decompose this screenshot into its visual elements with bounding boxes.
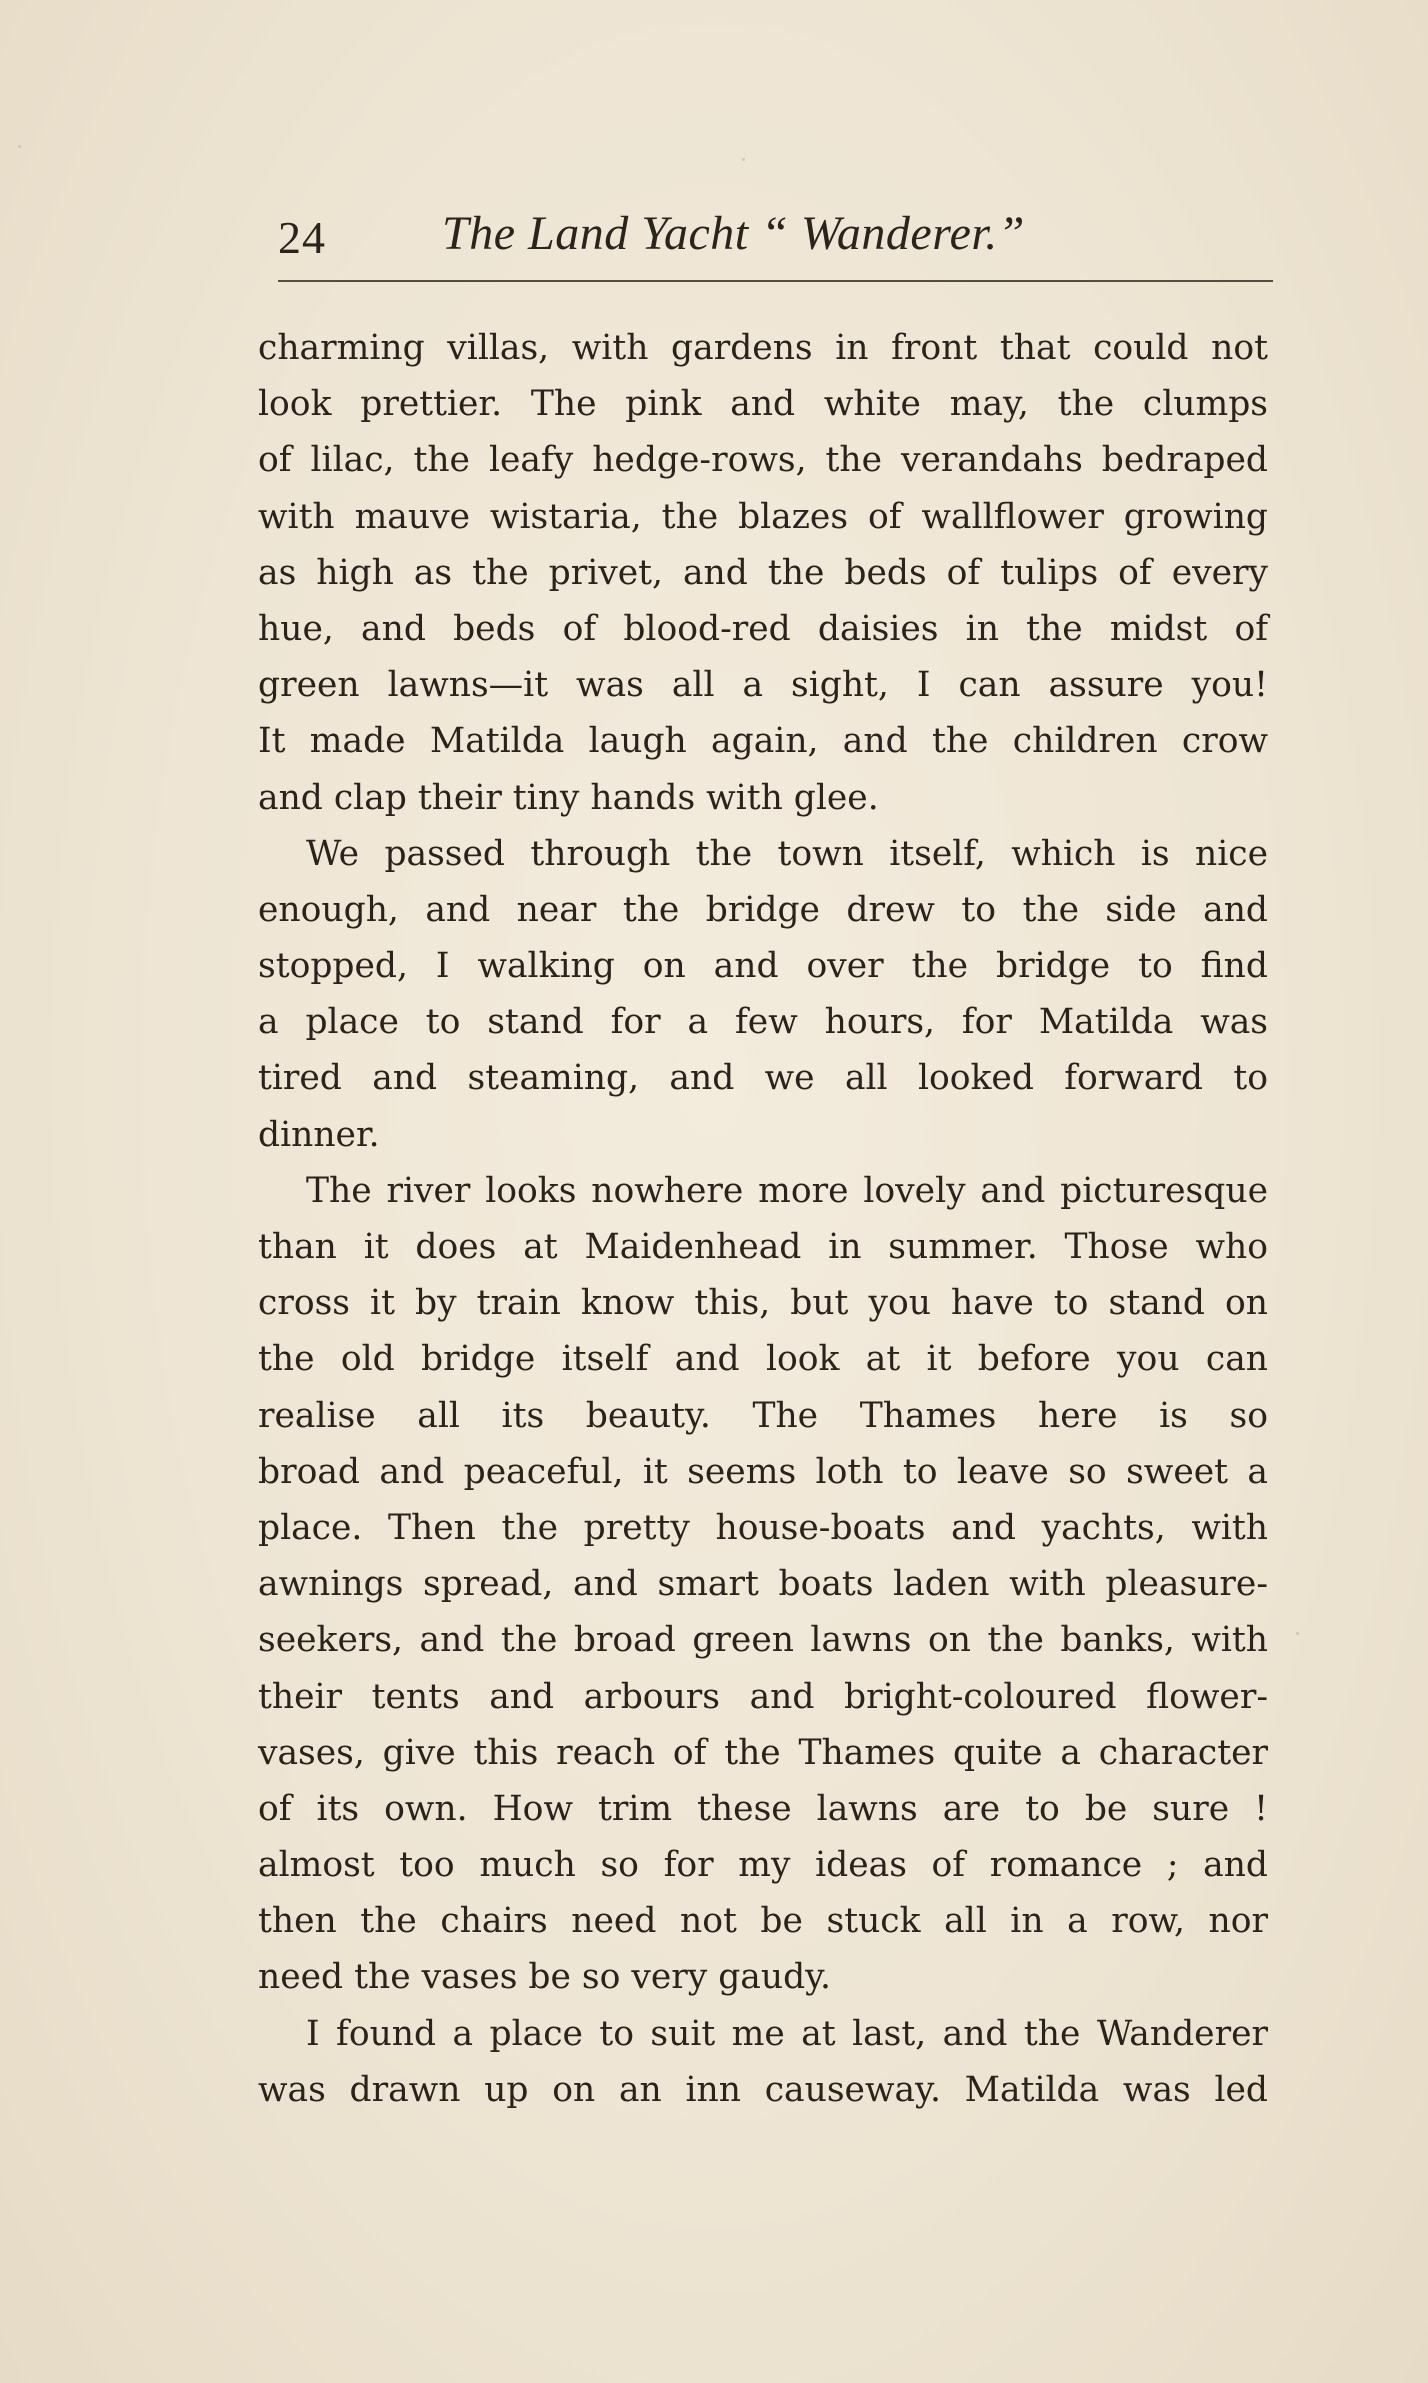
text-line: We passed through the town itself, which is nice xyxy=(306,833,1268,874)
text-line: of its own. How trim these lawns are to be sure ! xyxy=(258,1788,1268,1829)
paper-speck xyxy=(18,145,21,148)
text-line: need the vases be so very gaudy. xyxy=(258,1957,832,1998)
text-line: look prettier. The pink and white may, the clumps xyxy=(258,384,1268,425)
text-line: dinner. xyxy=(258,1114,380,1155)
header-rule xyxy=(278,280,1273,282)
text-line: with mauve wistaria, the blazes of wallflower growing xyxy=(258,496,1268,537)
text-line: green lawns—it was all a sight, I can assure you! xyxy=(258,665,1268,706)
page-number: 24 xyxy=(278,212,326,263)
text-line: hue, and beds of blood-red daisies in the midst of xyxy=(258,608,1268,649)
running-title: The Land Yacht “ Wanderer.” xyxy=(442,207,1025,260)
text-line: of lilac, the leafy hedge-rows, the verandahs bedraped xyxy=(258,440,1268,481)
text-line: seekers, and the broad green lawns on the banks, with xyxy=(258,1620,1268,1661)
text-line: cross it by train know this, but you have to stand on xyxy=(258,1283,1268,1324)
text-line: a place to stand for a few hours, for Matilda was xyxy=(258,1002,1268,1043)
text-line: their tents and arbours and bright-coloured flower- xyxy=(258,1676,1268,1717)
text-line: The river looks nowhere more lovely and picturesque xyxy=(306,1170,1268,1211)
text-line: enough, and near the bridge drew to the side and xyxy=(258,889,1268,930)
text-line: I found a place to suit me at last, and the Wanderer xyxy=(306,2013,1268,2054)
text-line: tired and steaming, and we all looked forward to xyxy=(258,1058,1268,1099)
text-line: It made Matilda laugh again, and the children crow xyxy=(258,721,1268,762)
text-line: as high as the privet, and the beds of tulips of every xyxy=(258,552,1268,593)
text-line: place. Then the pretty house-boats and yachts, with xyxy=(258,1507,1268,1548)
text-line: vases, give this reach of the Thames quite a character xyxy=(258,1732,1268,1773)
text-line: than it does at Maidenhead in summer. Those who xyxy=(258,1227,1268,1267)
text-line: and clap their tiny hands with glee. xyxy=(258,777,879,818)
page-header xyxy=(270,198,1270,268)
text-line: stopped, I walking on and over the bridge to find xyxy=(258,946,1268,987)
text-line: the old bridge itself and look at it before you can xyxy=(258,1339,1268,1380)
text-line: charming villas, with gardens in front that could not xyxy=(258,328,1268,368)
text-line: then the chairs need not be stuck all in a row, nor xyxy=(258,1901,1268,1942)
text-line: broad and peaceful, it seems loth to leave so sweet a xyxy=(258,1451,1268,1492)
body-text xyxy=(258,320,1268,2118)
text-line: was drawn up on an inn causeway. Matilda was led xyxy=(258,2069,1268,2110)
paper-speck xyxy=(1296,1632,1299,1635)
text-line: awnings spread, and smart boats laden with pleasure- xyxy=(258,1564,1268,1605)
text-line: almost too much so for my ideas of romance ; and xyxy=(258,1845,1268,1886)
text-line: realise all its beauty. The Thames here is so xyxy=(258,1395,1268,1436)
paper-speck xyxy=(742,158,745,161)
